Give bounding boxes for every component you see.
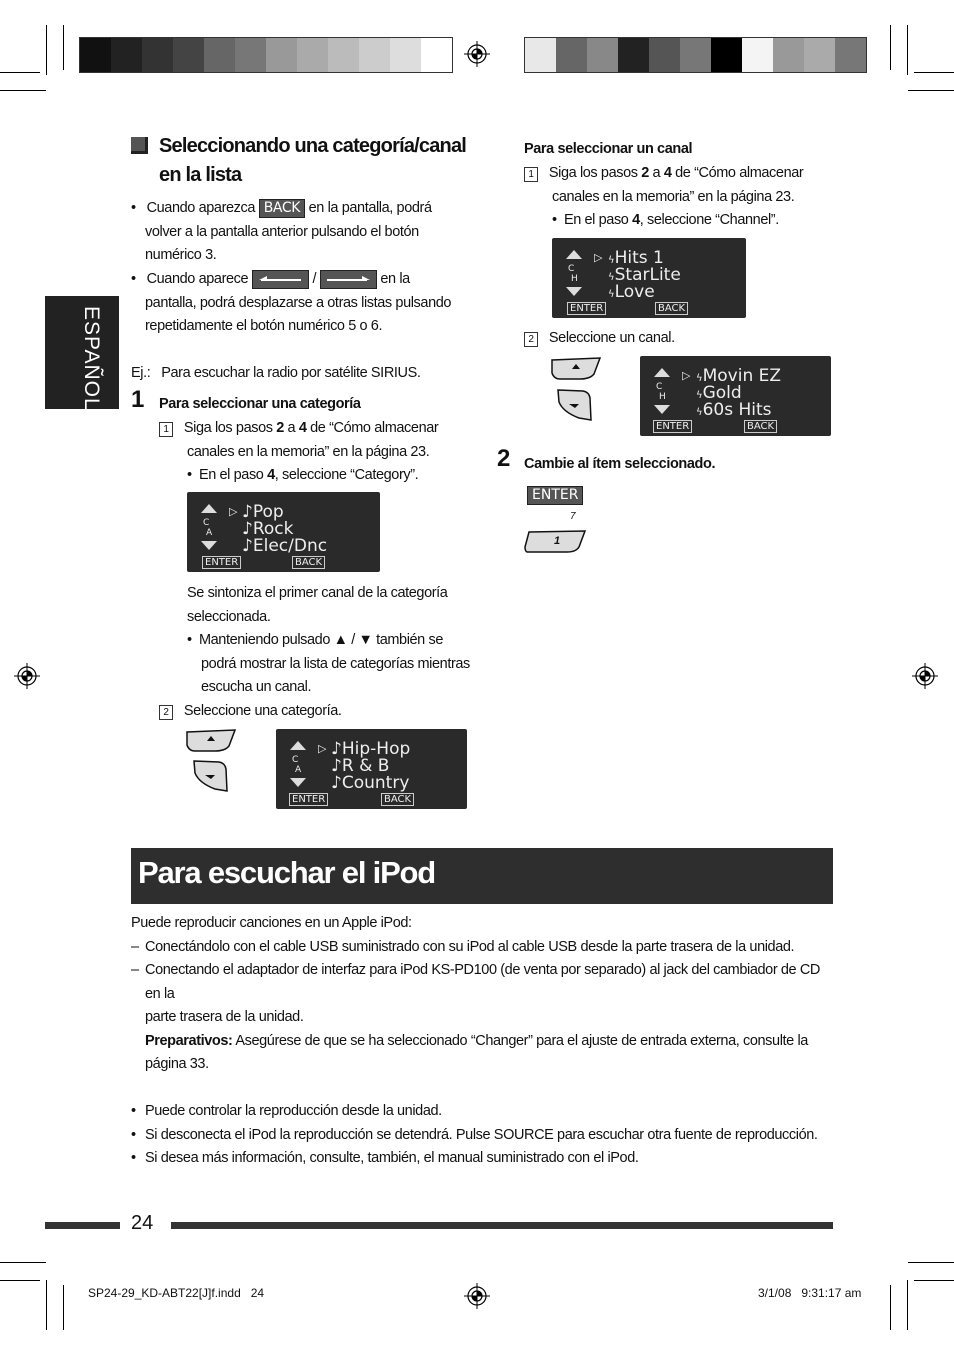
crop-mark (890, 1285, 891, 1330)
back-label: BACK (292, 556, 325, 569)
crop-mark (890, 25, 891, 70)
bullet-scroll-note: • Cuando aparece / en la pantalla, podrá desplazarse a otras listas pulsando repetidamente el botón numérico 5 o 6. (131, 271, 452, 334)
up-arrow-icon (201, 504, 217, 513)
lcd-row: ♪Hip-Hop (331, 739, 411, 759)
ipod-title-bar (131, 848, 833, 904)
lcd-channel-display: C H ▷ ϟMovin EZ ϟGold ϟ60s Hits ENTER BACK (640, 356, 831, 436)
lcd-row: ϟ60s Hits (696, 400, 772, 420)
crop-mark (908, 90, 954, 91)
footer-rule-right (171, 1222, 833, 1229)
language-label: ESPAÑOL (80, 306, 103, 411)
step2-title: Cambie al ítem seleccionado. (524, 456, 716, 472)
lcd-row: ϟLove (608, 282, 655, 302)
footer-rule-left (45, 1222, 120, 1229)
lcd-row: ϟHits 1 (608, 248, 664, 268)
key-5-up-icon (185, 728, 237, 754)
crop-mark (0, 1262, 46, 1263)
right-arrow-chip (320, 270, 377, 289)
lcd-row: ♪Elec/Dnc (242, 536, 328, 556)
up-arrow-icon (566, 250, 582, 259)
lcd-category-display: C A ▷ ♪Pop ♪Rock ♪Elec/Dnc ENTER BACK (187, 492, 380, 572)
play-indicator-icon: ▷ (682, 369, 691, 382)
lcd-row: ♪Pop (242, 502, 284, 522)
registration-mark-icon (464, 1283, 490, 1309)
section-square-icon (131, 137, 148, 154)
registration-mark-icon (464, 41, 490, 67)
ipod-title: Para escuchar el iPod (138, 855, 436, 890)
hold-note: • Manteniendo pulsado ▲ / ▼ también se podrá mostrar la lista de categorías mientras escucha un canal. (187, 632, 470, 695)
enter-label: ENTER (289, 793, 328, 806)
lcd-row: ♪Country (331, 773, 410, 793)
footer-date: 3/1/08 9:31:17 am (758, 1286, 862, 1300)
channel-sub1: 1 Siga los pasos 2 a 4 de “Cómo almacenar canales en la memoria” en la página 23. • En el paso 4, seleccione “Channel”. (524, 162, 844, 233)
down-arrow-icon (566, 287, 582, 296)
lcd-channel-display: C H ▷ ϟHits 1 ϟStarLite ϟLove ENTER BACK (552, 238, 746, 318)
ipod-body: Puede reproducir canciones en un Apple iPod: – Conectándolo con el cable USB suministrado con su iPod al cable USB desde la parte trasera de la unidad. – Conectando el adaptador de interfaz para iPod KS-PD100 (de venta por separado) al jack del cambiador de CD en la parte trasera de la unidad. Preparativos: Asegúrese de que se ha seleccionado “Changer” para el ajuste de entrada externa, consulte la página 33. • Puede controlar la reproducción desde la unidad. • Si desconecta el iPod la reproducción se detendrá. Pulse SOURCE para escuchar otra fuente de reproducción. • Si desea más información, consulte, también, el manual suministrado con el iPod. (131, 915, 820, 1166)
section-title: Seleccionando una categoría/canal en la lista (159, 135, 467, 186)
registration-mark-icon (14, 663, 40, 689)
crop-mark (63, 25, 64, 70)
step2-number: 2 (497, 445, 511, 472)
up-arrow-icon (290, 741, 306, 750)
registration-mark-icon (912, 663, 938, 689)
key-1-label: 1 (554, 535, 561, 547)
crop-mark (46, 25, 47, 75)
key-6-down-icon (555, 388, 595, 424)
up-arrow-icon (654, 368, 670, 377)
crop-mark (908, 1262, 954, 1263)
example-line: Ej.: Para escuchar la radio por satélite SIRIUS. (131, 365, 421, 381)
lcd-row: ♪R & B (331, 756, 390, 776)
crop-mark (63, 1285, 64, 1330)
play-indicator-icon: ▷ (229, 505, 238, 518)
color-bar-right (524, 37, 867, 73)
enter-chip: ENTER (527, 486, 583, 505)
back-button-chip: BACK (259, 199, 305, 218)
lcd-row: ♪Rock (242, 519, 294, 539)
lcd-row: ϟMovin EZ (696, 366, 782, 386)
left-arrow-chip (252, 270, 309, 289)
color-bar-left (79, 37, 453, 73)
substep-number: 2 (159, 705, 173, 720)
tuned-note: Se sintoniza el primer canal de la categoría seleccionada. (187, 585, 448, 625)
channel-section-title: Para seleccionar un canal (524, 141, 693, 157)
down-arrow-icon (654, 405, 670, 414)
crop-mark (0, 72, 40, 73)
back-label: BACK (744, 420, 777, 433)
crop-mark (46, 1280, 47, 1330)
play-indicator-icon: ▷ (318, 742, 327, 755)
key-6-down-icon (191, 759, 231, 795)
footer-file: SP24-29_KD-ABT22[J]f.indd 24 (88, 1286, 265, 1300)
crop-mark (907, 25, 908, 75)
channel-sub2: 2 Seleccione un canal. (524, 327, 675, 351)
crop-mark (914, 1280, 954, 1281)
down-arrow-icon (290, 778, 306, 787)
substep-number: 2 (524, 332, 538, 347)
lcd-row: ϟGold (696, 383, 742, 403)
enter-label: ENTER (653, 420, 692, 433)
language-tab (45, 296, 119, 409)
step1-title: Para seleccionar una categoría (159, 396, 361, 412)
substep-number: 1 (524, 167, 538, 182)
down-arrow-icon (201, 541, 217, 550)
play-indicator-icon: ▷ (594, 251, 603, 264)
substep-number: 1 (159, 422, 173, 437)
crop-mark (0, 90, 46, 91)
back-label: BACK (381, 793, 414, 806)
step1-sub2: 2 Seleccione una categoría. (159, 700, 342, 724)
crop-mark (907, 1280, 908, 1330)
lcd-row: ϟStarLite (608, 265, 681, 285)
key-5-up-icon (550, 356, 602, 382)
page-number: 24 (131, 1212, 154, 1234)
lcd-category-display: C A ▷ ♪Hip-Hop ♪R & B ♪Country ENTER BACK (276, 729, 467, 809)
enter-label: ENTER (567, 302, 606, 315)
enter-label: ENTER (202, 556, 241, 569)
step1-sub1: 1 Siga los pasos 2 a 4 de “Cómo almacenar canales en la memoria” en la página 23. • En el paso 4, seleccione “Category”. (159, 417, 479, 488)
back-label: BACK (655, 302, 688, 315)
key-7-label: 7 (570, 511, 576, 522)
step1-number: 1 (131, 386, 145, 413)
crop-mark (0, 1280, 40, 1281)
crop-mark (914, 72, 954, 73)
bullet-back-note: • Cuando aparezca BACK en la pantalla, podrá volver a la pantalla anterior pulsando el botón numérico 3. (131, 199, 432, 263)
